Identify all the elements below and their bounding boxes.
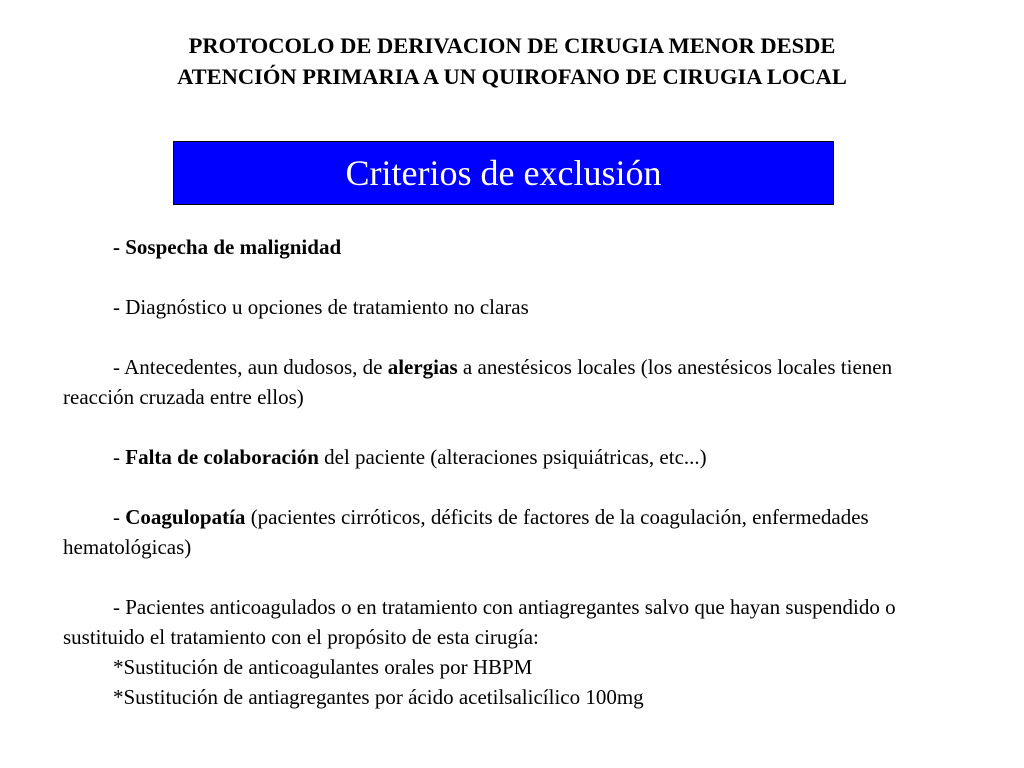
substitution-item-1: *Sustitución de anticoagulantes orales por HBPM	[113, 655, 533, 679]
criterion-allergy-keyword: alergias	[387, 355, 458, 379]
criterion-coagulopathy-prefix: -	[113, 505, 126, 529]
page-title-line-2: ATENCIÓN PRIMARIA A UN QUIROFANO DE CIRUGIA LOCAL	[177, 64, 847, 89]
criterion-allergy	[63, 352, 963, 412]
criterion-coagulopathy-keyword: Coagulopatía	[125, 505, 246, 529]
criterion-collaboration	[63, 442, 963, 472]
criterion-malignancy-text: - Sospecha de malignidad	[113, 235, 342, 259]
criterion-allergy-suffix: a anestésicos locales (los anestésicos locales tienen reacción cruzada entre ellos)	[63, 355, 893, 409]
criterion-anticoagulated	[63, 592, 963, 652]
section-banner-text: Criterios de exclusión	[345, 153, 662, 193]
criterion-diagnosis-text: - Diagnóstico u opciones de tratamiento no claras	[113, 295, 529, 319]
criterion-anticoagulated-text: - Pacientes anticoagulados o en tratamiento con antiagregantes salvo que hayan suspendido o sustituido el tratamiento con el propósito de esta cirugía:	[63, 595, 896, 649]
criterion-coagulopathy	[63, 502, 963, 562]
criterion-collaboration-suffix: del paciente (alteraciones psiquiátricas, etc...)	[318, 445, 707, 469]
criterion-malignancy	[63, 232, 963, 262]
section-banner	[173, 141, 834, 205]
criterion-collaboration-prefix: -	[113, 445, 126, 469]
criterion-coagulopathy-suffix: (pacientes cirróticos, déficits de factores de la coagulación, enfermedades hematológicas)	[63, 505, 869, 559]
page-title	[0, 30, 1024, 92]
criterion-diagnosis	[63, 292, 963, 322]
criterion-allergy-prefix: - Antecedentes, aun dudosos, de	[113, 355, 388, 379]
exclusion-criteria-list	[63, 232, 963, 712]
criterion-collaboration-keyword: Falta de colaboración	[125, 445, 319, 469]
page-title-line-1: PROTOCOLO DE DERIVACION DE CIRUGIA MENOR DESDE	[188, 33, 836, 58]
substitution-item-2: *Sustitución de antiagregantes por ácido acetilsalicílico 100mg	[113, 685, 644, 709]
